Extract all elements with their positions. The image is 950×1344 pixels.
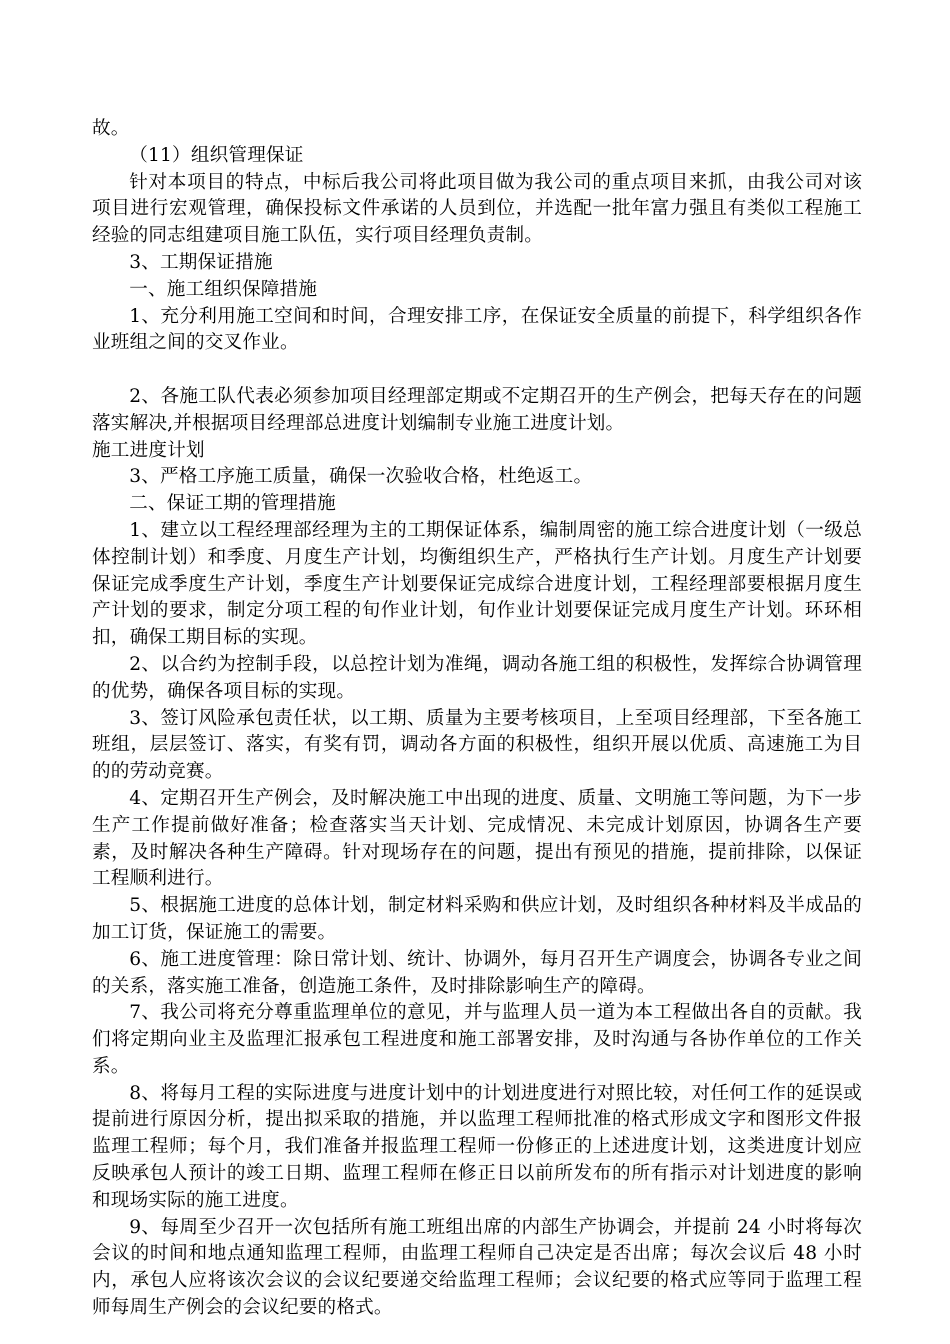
subsection-heading-construction-organization: 一、施工组织保障措施 [129, 278, 318, 300]
paragraph-management-2: 2、以合约为控制手段，以总控计划为准绳，调动各施工组的积极性，发挥综合协调管理的优势，确保各项目标的实现。 [92, 653, 862, 702]
paragraph-management-4: 4、定期召开生产例会，及时解决施工中出现的进度、质量、文明施工等问题，为下一步生产工作提前做好准备；检查落实当天计划、完成情况、未完成计划原因，协调各生产要素，及时解决各种生产障碍。针对现场存在的问题，提出有预见的措施，提前排除，以保证工程顺利进行。 [92, 787, 862, 890]
paragraph-item-3: 3、严格工序施工质量，确保一次验收合格，杜绝返工。 [129, 466, 593, 488]
paragraph-item-1: 1、充分利用施工空间和时间，合理安排工序，在保证安全质量的前提下，科学组织各作业班组之间的交叉作业。 [92, 305, 862, 354]
section-heading-schedule: 3、工期保证措施 [129, 251, 273, 273]
paragraph-item-2: 2、各施工队代表必须参加项目经理部定期或不定期召开的生产例会，把每天存在的问题落实解决,并根据项目经理部总进度计划编制专业施工进度计划。 [92, 385, 862, 434]
paragraph-continuation: 故。 [92, 118, 130, 139]
paragraph-management-8: 8、将每月工程的实际进度与进度计划中的计划进度进行对照比较，对任何工作的延误或提前进行原因分析，提出拟采取的措施，并以监理工程师批准的格式形成文字和图形文件报监理工程师；每个月，我们准备并报监理工程师一份修正的上述进度计划，这类进度计划应反映承包人预计的竣工日期、监理工程师在修正日以前所发布的所有指示对计划进度的影响和现场实际的施工进度。 [92, 1082, 862, 1211]
paragraph-management-1: 1、建立以工程经理部经理为主的工期保证体系，编制周密的施工综合进度计划（一级总体控制计划）和季度、月度生产计划，均衡组织生产，严格执行生产计划。月度生产计划要保证完成季度生产计划，季度生产计划要保证完成综合进度计划，工程经理部要根据月度生产计划的要求，制定分项工程的旬作业计划，旬作业计划要保证完成月度生产计划。环环相扣，确保工期目标的实现。 [92, 519, 862, 649]
section-heading-organization: （11）组织管理保证 [129, 144, 304, 166]
paragraph-organization: 针对本项目的特点，中标后我公司将此项目做为我公司的重点项目来抓，由我公司对该项目进行宏观管理，确保投标文件承诺的人员到位，并选配一批年富力强且有类似工程施工经验的同志组建项目施工队伍，实行项目经理负责制。 [92, 171, 862, 247]
paragraph-management-7: 7、我公司将充分尊重监理单位的意见，并与监理人员一道为本工程做出各自的贡献。我们将定期向业主及监理汇报承包工程进度和施工部署安排，及时沟通与各协作单位的工作关系。 [92, 1002, 862, 1077]
document-body [92, 116, 862, 1322]
paragraph-management-3: 3、签订风险承包责任状，以工期、质量为主要考核项目，上至项目经理部，下至各施工班组，层层签订、落实，有奖有罚，调动各方面的积极性，组织开展以优质、高速施工为目的的劳动竞赛。 [92, 707, 862, 783]
paragraph-management-5: 5、根据施工进度的总体计划，制定材料采购和供应计划，及时组织各种材料及半成品的加工订货，保证施工的需要。 [92, 895, 862, 943]
paragraph-management-9: 9、每周至少召开一次包括所有施工班组出席的内部生产协调会，并提前 24 小时将每次会议的时间和地点通知监理工程师，由监理工程师自己决定是否出席；每次会议后 48 小时内，承包人应将该次会议的会议纪要递交给监理工程师；会议纪要的格式应等同于监理工程师每周生产例会的会议纪要的格式。 [92, 1216, 862, 1319]
blank-line [92, 357, 862, 384]
paragraph-management-6: 6、施工进度管理：除日常计划、统计、协调外，每月召开生产调度会，协调各专业之间的关系，落实施工准备，创造施工条件，及时排除影响生产的障碍。 [92, 948, 862, 997]
paragraph-schedule-plan: 施工进度计划 [92, 439, 205, 461]
subsection-heading-management: 二、保证工期的管理措施 [129, 493, 336, 515]
